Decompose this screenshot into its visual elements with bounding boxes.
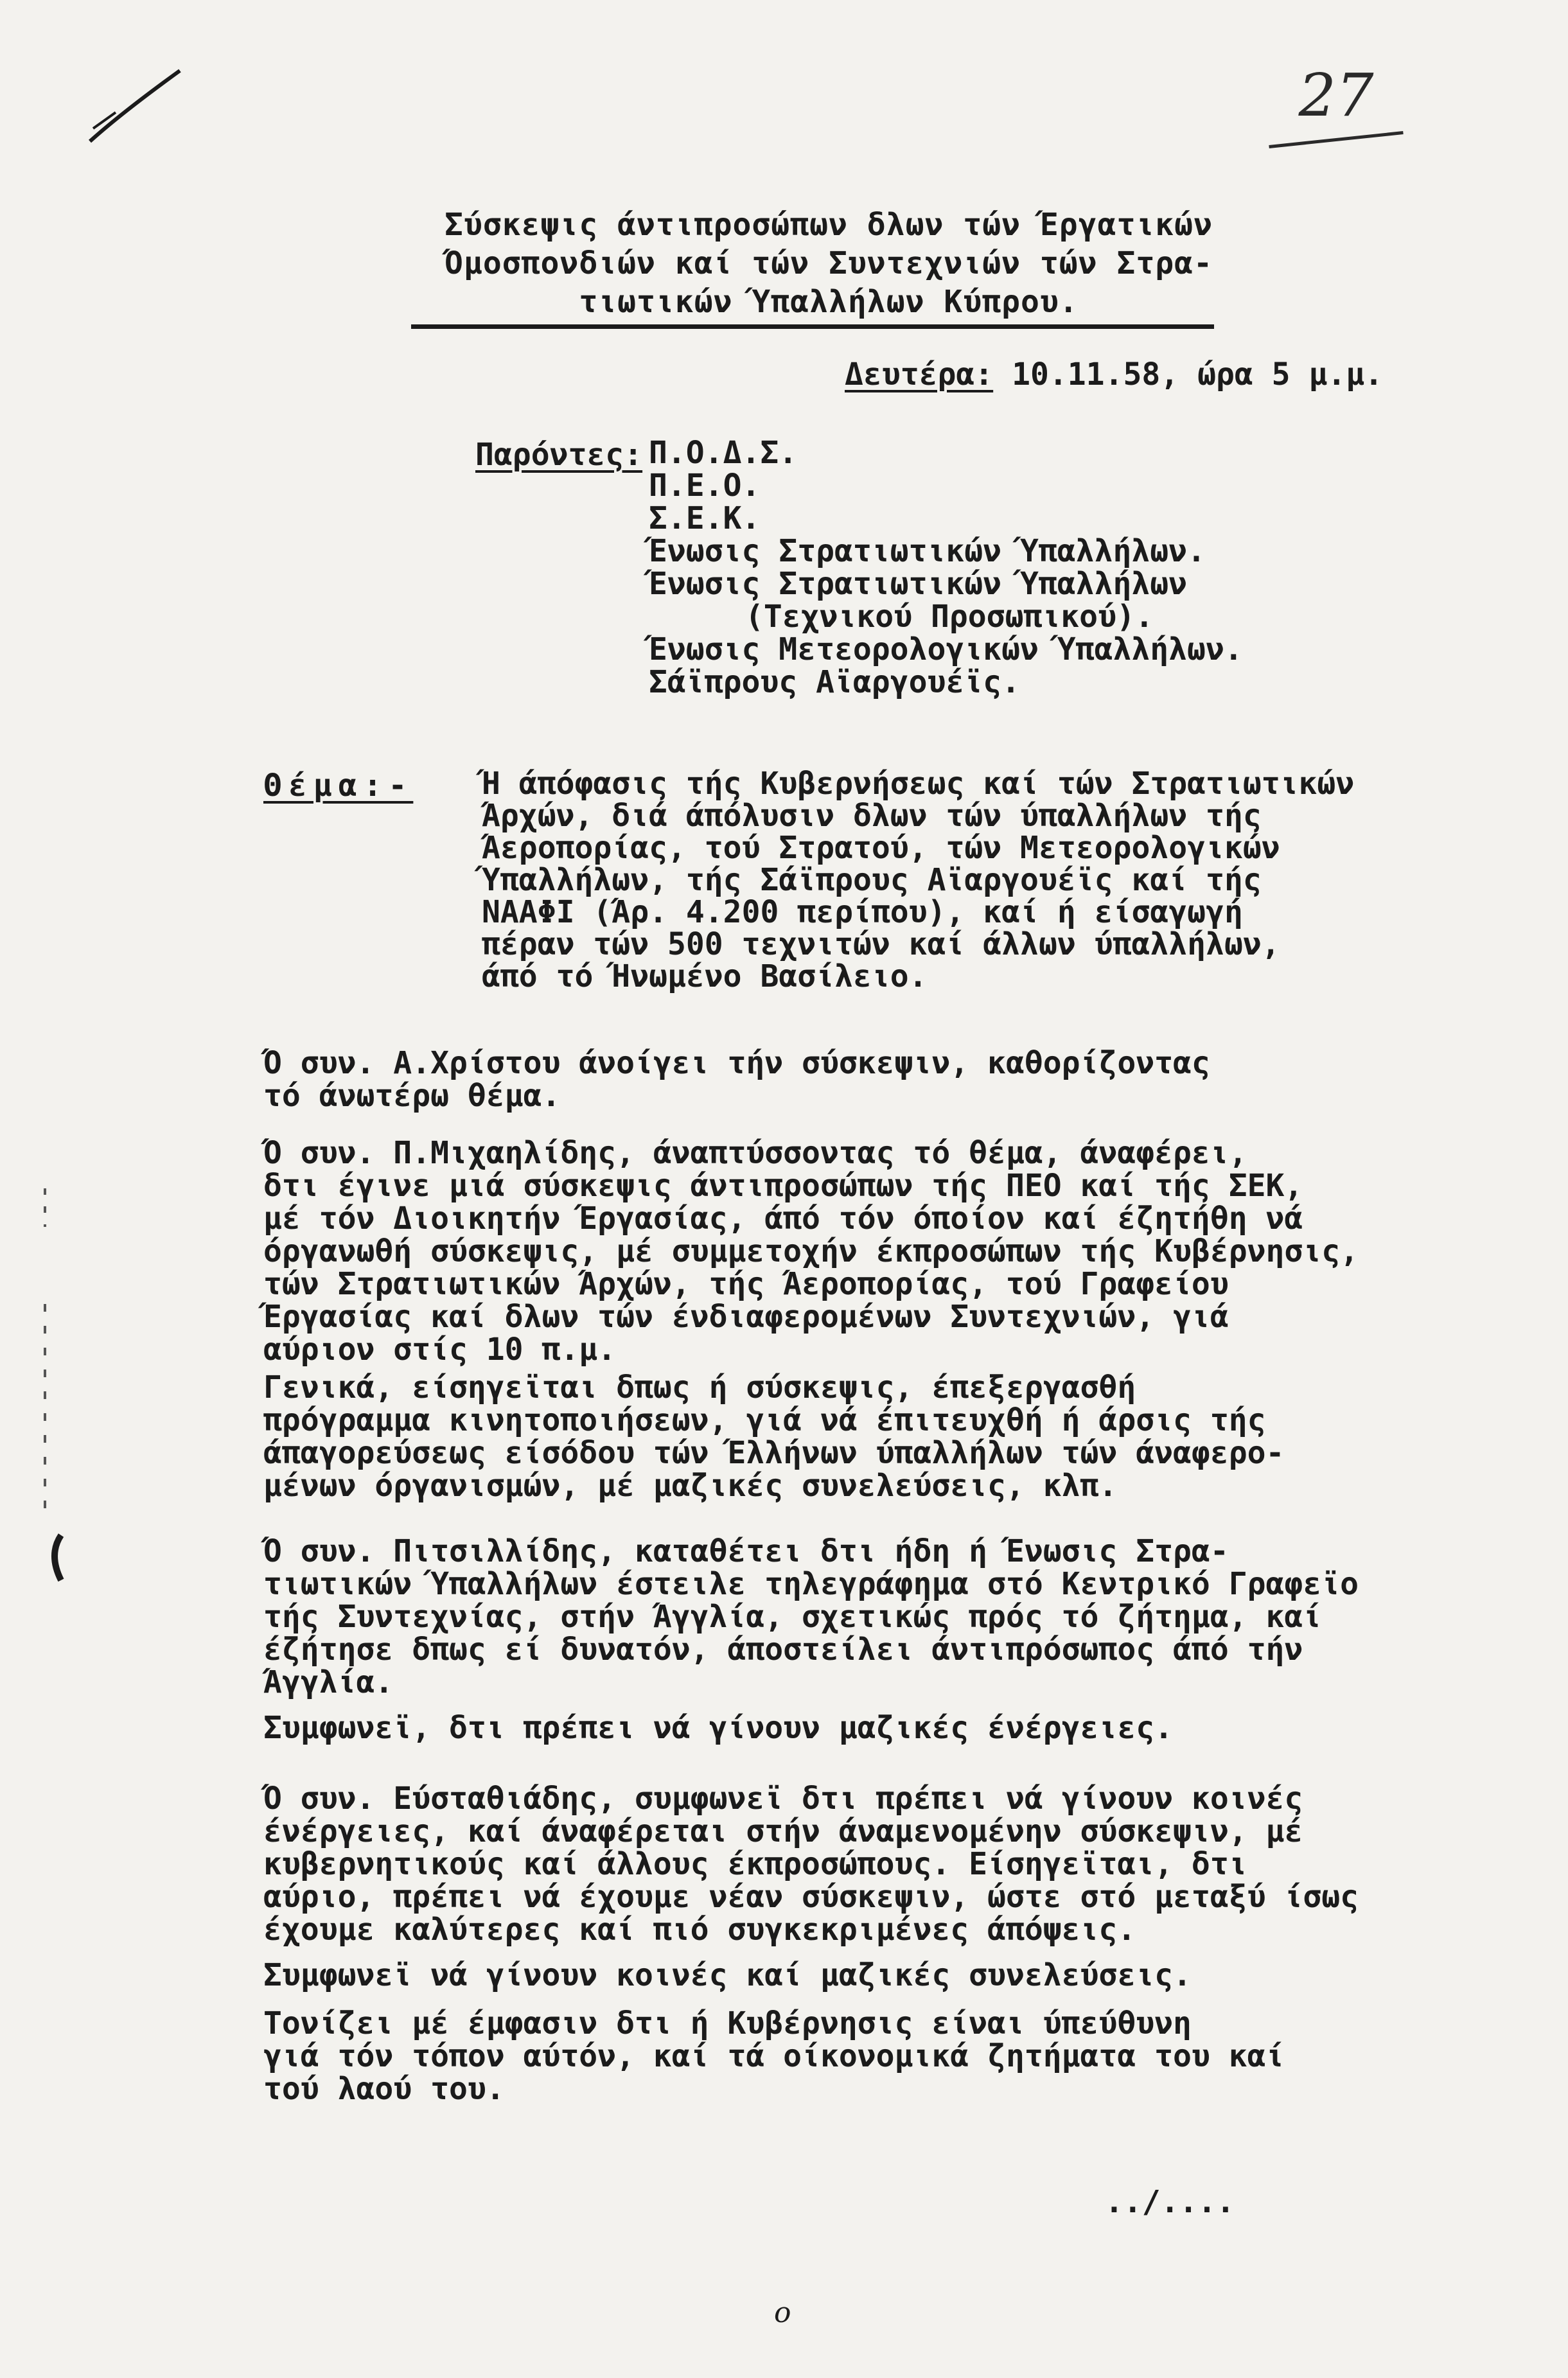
present-item: Ένωσις Μετεορολογικών Ύπαλλήλων. bbox=[649, 631, 1243, 667]
paragraph-opening: Ό συν. Α.Χρίστου άνοίγει τήν σύσκεψιν, καθορίζοντας τό άνωτέρω θέμα. bbox=[263, 1045, 1210, 1114]
present-item: Ένωσις Στρατιωτικών Ύπαλλήλων. bbox=[649, 533, 1206, 569]
paragraph-michailidis: Ό συν. Π.Μιχαηλίδης, άναπτύσσοντας τό θέμα, άναφέρει, δτι έγινε μιά σύσκεψις άντιπροσώπων τής ΠΕΟ καί τής ΣΕΚ, μέ τόν Διοικητήν Έργασίας, άπό τόν όποίον καί έζητήθη νά όργανωθή σύσκεψις, μέ συμμετοχήν έκπροσώπων τής Κυβέρνησις, τών Στρατιωτικών Άρχών, τής Άεροπορίας, τού Γραφείου Έργασίας καί δλων τών ένδιαφερομένων Συντεχνιών, γιά αύριον στίς 10 π.μ. bbox=[263, 1135, 1359, 1368]
meeting-day-label: Δευτέρα: bbox=[845, 357, 994, 392]
present-item: Π.Ο.Δ.Σ. bbox=[649, 435, 798, 471]
document-title bbox=[379, 206, 1278, 321]
present-list bbox=[649, 437, 1243, 699]
page-number-underline bbox=[1269, 131, 1403, 148]
present-item: Ένωσις Στρατιωτικών Ύπαλλήλων bbox=[649, 566, 1188, 602]
paragraph-pitsillidis: Ό συν. Πιτσιλλίδης, καταθέτει δτι ήδη ή Ένωσις Στρα- τιωτικών Ύπαλλήλων έστειλε τηλεγράφημα στό Κεντρικό Γραφεϊο τής Συντεχνίας, στήν Άγγλία, σχετικώς πρός τό ζήτημα, καί έζήτησε δπως εί δυνατόν, άποστείλει άντιπρόσωπος άπό τήν Άγγλία. bbox=[263, 1533, 1359, 1700]
title-line: Σύσκεψις άντιπροσώπων δλων τών Έργατικών bbox=[445, 207, 1213, 243]
subject-label: Θέμα:- bbox=[263, 768, 414, 804]
continuation-mark: ../.... bbox=[1105, 2184, 1235, 2220]
meeting-date-time: 10.11.58, ώρα 5 μ.μ. bbox=[993, 357, 1384, 392]
paragraph-proposal: Γενικά, είσηγεϊται δπως ή σύσκεψις, έπεξεργασθή πρόγραμμα κινητοποιήσεων, γιά νά έπιτευχθή ή άρσις τής άπαγορεύσεως είσόδου τών Έλλήνων ύπαλλήλων τών άναφερο- μένων όργανισμών, μέ μαζικές συνελεύσεις, κλπ. bbox=[263, 1370, 1285, 1504]
footer-mark: ο bbox=[774, 2296, 791, 2329]
paragraph-efstathiadis: Ό συν. Εύσταθιάδης, συμφωνεϊ δτι πρέπει νά γίνουν κοινές ένέργειες, καί άναφέρεται στήν άναμενομένην σύσκεψιν, μέ κυβερνητικούς καί άλλους έκπροσώπους. Είσηγεϊται, δτι αύριο, πρέπει νά έχουμε νέαν σύσκεψιν, ώστε στό μεταξύ ίσως έχουμε καλύτερες καί πιό συγκεκριμένες άπόψεις. bbox=[263, 1781, 1359, 1948]
present-item: Σάϊπρους Αϊαργουέϊς. bbox=[649, 664, 1020, 700]
present-item: Σ.Ε.Κ. bbox=[649, 500, 761, 536]
paragraph-government: Τονίζει μέ έμφασιν δτι ή Κυβέρνησις είναι ύπεύθυνη γιά τόν τόπον αύτόν, καί τά οίκονομικά ζητήματα του καί τού λαού του. bbox=[263, 2005, 1285, 2107]
page-number: 27 bbox=[1298, 61, 1374, 130]
paragraph-assemblies: Συμφωνεϊ νά γίνουν κοινές καί μαζικές συνελεύσεις. bbox=[263, 1957, 1192, 1993]
title-line: Όμοσπονδιών καί τών Συντεχνιών τών Στρα- bbox=[445, 245, 1213, 281]
present-item: Π.Ε.Ο. bbox=[649, 468, 761, 504]
margin-scan-marks bbox=[13, 1188, 90, 1766]
title-line: τιωτικών Ύπαλλήλων Κύπρου. bbox=[579, 284, 1079, 320]
subject-text: Ή άπόφασις τής Κυβερνήσεως καί τών Στρατιωτικών Άρχών, διά άπόλυσιν δλων τών ύπαλλήλων τής Άεροπορίας, τού Στρατού, τών Μετεορολογικών Ύπαλλήλων, τής Σάϊπρους Αϊαργουέϊς καί τής ΝΑΑΦΙ (Άρ. 4.200 περίπου), καί ή είσαγωγή πέραν τών 500 τεχνιτών καί άλλων ύπαλλήλων, άπό τό Ήνωμένο Βασίλειο. bbox=[482, 766, 1355, 994]
present-label: Παρόντες: bbox=[475, 437, 643, 473]
paragraph-agreement: Συμφωνεϊ, δτι πρέπει νά γίνουν μαζικές ένέργειες. bbox=[263, 1710, 1174, 1746]
meeting-date bbox=[845, 357, 1383, 392]
title-rule bbox=[411, 324, 1214, 329]
present-item: (Τεχνικού Προσωπικού). bbox=[745, 599, 1154, 635]
pen-stroke-mark bbox=[77, 51, 193, 154]
